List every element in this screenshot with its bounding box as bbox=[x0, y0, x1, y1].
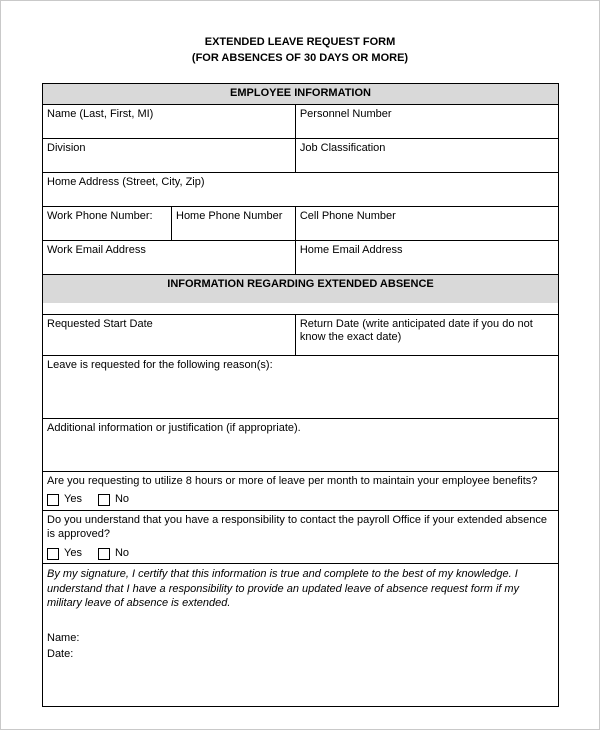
benefits-question-text: Are you requesting to utilize 8 hours or more of leave per month to maintain your employee benefits? bbox=[47, 474, 538, 487]
benefits-question-cell bbox=[43, 471, 559, 511]
signature-block-cell bbox=[43, 564, 559, 707]
row-email-addresses bbox=[43, 240, 559, 274]
row-home-address bbox=[43, 172, 559, 206]
row-name-personnel bbox=[43, 104, 559, 138]
personnel-number-field[interactable]: Personnel Number bbox=[295, 104, 558, 138]
payroll-question-cell bbox=[43, 511, 559, 564]
form-title-line1: EXTENDED LEAVE REQUEST FORM bbox=[204, 36, 396, 48]
employee-information-header: EMPLOYEE INFORMATION bbox=[43, 83, 559, 104]
row-dates bbox=[43, 314, 559, 355]
signature-name-label[interactable]: Name: bbox=[47, 632, 80, 645]
row-reason bbox=[43, 355, 559, 418]
home-email-field[interactable]: Home Email Address bbox=[295, 240, 558, 274]
spacer-row bbox=[43, 303, 559, 315]
form-title-line2: (FOR ABSENCES OF 30 DAYS OR MORE) bbox=[191, 51, 409, 64]
home-address-field[interactable]: Home Address (Street, City, Zip) bbox=[43, 172, 559, 206]
leave-request-table bbox=[42, 83, 559, 708]
name-field[interactable]: Name (Last, First, MI) bbox=[43, 104, 296, 138]
row-payroll-question bbox=[43, 511, 559, 564]
absence-information-header: INFORMATION REGARDING EXTENDED ABSENCE bbox=[43, 274, 559, 303]
benefits-yes-label: Yes bbox=[64, 493, 82, 506]
job-classification-field[interactable]: Job Classification bbox=[295, 138, 558, 172]
cell-phone-field[interactable]: Cell Phone Number bbox=[295, 206, 558, 240]
row-division-job bbox=[43, 138, 559, 172]
additional-info-field[interactable]: Additional information or justification (if appropriate). bbox=[43, 418, 559, 471]
section-header-row-absence-info bbox=[43, 274, 559, 303]
leave-reason-field[interactable]: Leave is requested for the following reason(s): bbox=[43, 355, 559, 418]
section-header-row-employee-info bbox=[43, 83, 559, 104]
row-benefits-question bbox=[43, 471, 559, 511]
spacer-cell bbox=[43, 303, 559, 315]
signature-date-label[interactable]: Date: bbox=[47, 648, 74, 661]
home-phone-field[interactable]: Home Phone Number bbox=[172, 206, 296, 240]
payroll-answer-options bbox=[47, 547, 554, 561]
payroll-no-checkbox[interactable] bbox=[98, 548, 110, 560]
work-email-field[interactable]: Work Email Address bbox=[43, 240, 296, 274]
row-additional-info bbox=[43, 418, 559, 471]
payroll-yes-checkbox[interactable] bbox=[47, 548, 59, 560]
payroll-no-label: No bbox=[114, 546, 130, 559]
benefits-no-label: No bbox=[114, 493, 130, 506]
benefits-yes-checkbox[interactable] bbox=[47, 494, 59, 506]
row-signature-block bbox=[43, 564, 559, 707]
payroll-question-text: Do you understand that you have a responsibility to contact the payroll Office if your extended absence is approved? bbox=[47, 514, 547, 540]
benefits-answer-options bbox=[47, 493, 554, 507]
row-phone-numbers bbox=[43, 206, 559, 240]
benefits-no-checkbox[interactable] bbox=[98, 494, 110, 506]
certification-statement: By my signature, I certify that this information is true and complete to the best of my knowledge. I understand that I have a responsibility to provide an updated leave of absence request form if my military leave of absence is extended. bbox=[47, 568, 520, 609]
return-date-field[interactable]: Return Date (write anticipated date if you do not know the exact date) bbox=[295, 314, 558, 355]
division-field[interactable]: Division bbox=[43, 138, 296, 172]
form-title bbox=[42, 35, 558, 67]
requested-start-date-field[interactable]: Requested Start Date bbox=[43, 314, 296, 355]
payroll-yes-label: Yes bbox=[64, 546, 82, 559]
work-phone-field[interactable]: Work Phone Number: bbox=[43, 206, 172, 240]
